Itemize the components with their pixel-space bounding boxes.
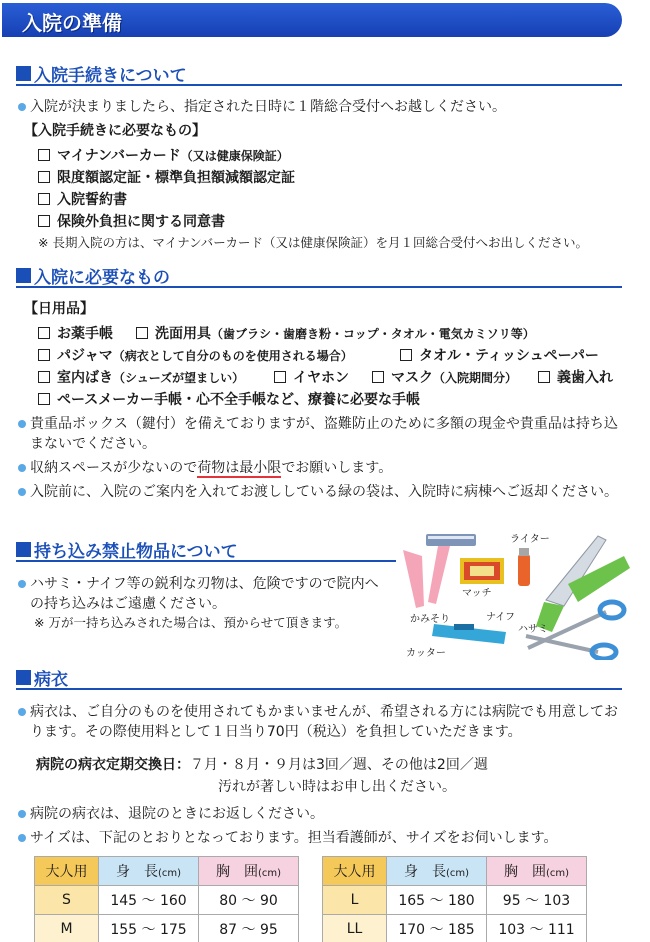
page-title-bar: [2, 3, 622, 37]
page-title: 入院の準備: [22, 11, 122, 35]
daily-goods-heading: 【日用品】: [24, 301, 94, 317]
lighter-icon: [518, 548, 530, 586]
checkbox-icon: [38, 171, 50, 183]
scissors-label: ハサミ: [518, 624, 548, 635]
bullet-item: ハサミ・ナイフ等の鋭利な刃物は、危険ですので院内への持ち込みはご遠慮ください。: [16, 574, 384, 614]
checkbox-icon: [38, 371, 50, 383]
checklist-item: お薬手帳: [38, 324, 113, 344]
bullet-dot-icon: [18, 810, 26, 818]
section-admission-procedure: [16, 60, 622, 260]
section-heading-text: 入院に必要なもの: [34, 268, 170, 288]
gown-exchange-schedule: 病院の病衣定期交換日：７月・８月・９月は3回／週、その他は2回／週 汚れが著しい時はお申し出ください。: [36, 757, 488, 795]
section-heading: [16, 664, 622, 690]
matchbox-icon: [460, 558, 504, 584]
bullet-item: 貴重品ボックス（鍵付）を備えておりますが、盗難防止のために多額の現金や貴重品は持ち込まないでください。: [16, 414, 622, 454]
section-heading: [16, 60, 622, 86]
table-header-row: 大人用 身 長(cm) 胸 囲(cm): [35, 857, 299, 886]
checkbox-icon: [38, 327, 50, 339]
table-row: S 145 〜 160 80 〜 90: [35, 886, 299, 915]
checkbox-icon: [38, 193, 50, 205]
highlight-text: 荷物は最小限: [197, 460, 282, 476]
section-heading-text: 入院手続きについて: [34, 66, 187, 86]
note-text: ※ 万が一持ち込みされた場合は、預からせて頂きます。: [34, 615, 348, 630]
checkbox-icon: [274, 371, 286, 383]
heading-square-icon: [16, 66, 31, 81]
heading-square-icon: [16, 542, 31, 557]
bullet-item: 病院の病衣は、退院のときにお返しください。: [16, 804, 622, 824]
checklist-item: 入院誓約書: [38, 190, 127, 210]
checklist-item: タオル・ティッシュペーパー: [400, 346, 599, 366]
section-patient-gown: [16, 664, 622, 854]
size-table-large: [322, 856, 587, 942]
section-heading: [16, 262, 622, 288]
table-header-row: 大人用 身 長(cm) 胸 囲(cm): [323, 857, 587, 886]
prohibited-items-illustration: [398, 528, 634, 660]
bullet-dot-icon: [18, 103, 26, 111]
checkbox-icon: [136, 327, 148, 339]
bullet-item: 入院前に、入院のご案内を入れてお渡ししている緑の袋は、入院時に病棟へご返却ください。: [16, 482, 622, 502]
checkbox-icon: [38, 349, 50, 361]
items-heading: 【入院手続きに必要なもの】: [24, 123, 206, 139]
heading-square-icon: [16, 268, 31, 283]
note-text: ※ 長期入院の方は、マイナンバーカード（又は健康保険証）を月１回総合受付へお出しください。: [38, 235, 588, 250]
checkbox-icon: [400, 349, 412, 361]
lighter-label: ライター: [510, 534, 550, 545]
checkbox-icon: [372, 371, 384, 383]
checkbox-icon: [38, 149, 50, 161]
bullet-item: 入院が決まりましたら、指定された日時に１階総合受付へお越しください。: [16, 97, 622, 117]
checklist-item: イヤホン: [274, 368, 349, 388]
cutter-label: カッター: [406, 648, 446, 659]
bullet-item: サイズは、下記のとおりとなっております。担当看護師が、サイズをお伺いします。: [16, 828, 622, 848]
checkbox-icon: [538, 371, 550, 383]
table-row: L 165 〜 180 95 〜 103: [323, 886, 587, 915]
bullet-dot-icon: [18, 464, 26, 472]
section-required-items: [16, 262, 622, 532]
checklist-item: 保険外負担に関する同意書: [38, 212, 225, 232]
checklist-item: 室内ばき（シューズが望ましい）: [38, 368, 244, 388]
checkbox-icon: [38, 215, 50, 227]
bullet-dot-icon: [18, 420, 26, 428]
checkbox-icon: [38, 393, 50, 405]
cutter-icon: [432, 624, 506, 644]
heading-square-icon: [16, 670, 31, 685]
bullet-dot-icon: [18, 580, 26, 588]
bullet-dot-icon: [18, 708, 26, 716]
checklist-item: マスク（入院期間分）: [372, 368, 517, 388]
section-heading-text: 持ち込み禁止物品について: [34, 542, 238, 562]
checklist-item: パジャマ（病衣として自分のものを使用される場合）: [38, 346, 353, 366]
table-row: M 155 〜 175 87 〜 95: [35, 915, 299, 942]
bullet-item: 病衣は、ご自分のものを使用されてもかまいませんが、希望される方には病院でも用意しております。その際使用料として１日当り70円（税込）を負担していただきます。: [16, 702, 622, 742]
checklist-item: マイナンバーカード（又は健康保険証）: [38, 146, 289, 166]
bullet-dot-icon: [18, 834, 26, 842]
knife-label: ナイフ: [486, 612, 515, 623]
section-heading: [16, 536, 396, 562]
checklist-item: 限度額認定証・標準負担額減額認定証: [38, 168, 295, 188]
size-table-small-medium: [34, 856, 299, 942]
bullet-dot-icon: [18, 488, 26, 496]
checklist-item: ペースメーカー手帳・心不全手帳など、療養に必要な手帳: [38, 390, 420, 410]
table-row: LL 170 〜 185 103 〜 111: [323, 915, 587, 942]
checklist-item: 洗面用具（歯ブラシ・歯磨き粉・コップ・タオル・電気カミソリ等）: [136, 324, 535, 344]
match-label: マッチ: [462, 588, 492, 599]
bullet-item: 収納スペースが少ないので荷物は最小限でお願いします。: [16, 458, 622, 478]
checklist-item: 義歯入れ: [538, 368, 613, 388]
section-heading-text: 病衣: [34, 670, 68, 690]
razor-label: かみそり: [410, 614, 450, 625]
